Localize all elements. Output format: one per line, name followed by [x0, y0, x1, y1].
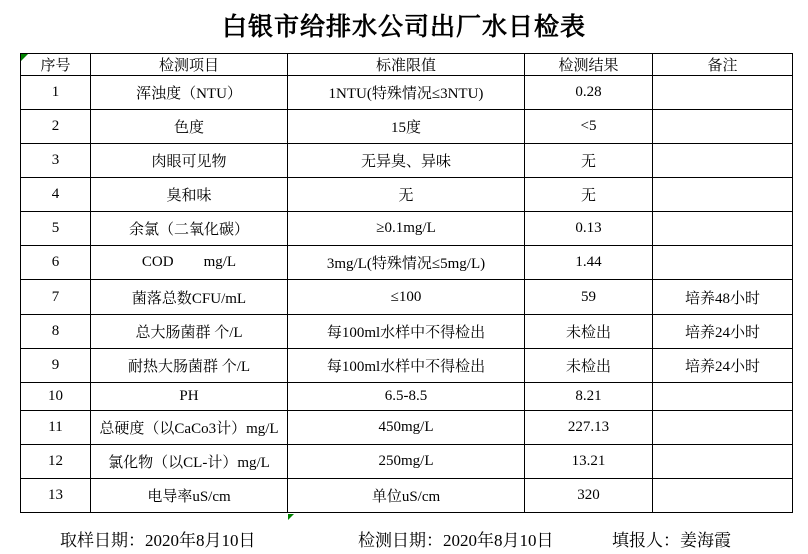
limit-cell: 无异臭、异味 [288, 144, 525, 178]
header-cell-result: 检测结果 [525, 54, 653, 76]
remark-cell [653, 212, 793, 246]
limit-cell: 3mg/L(特殊情况≤5mg/L) [288, 246, 525, 280]
remark-cell [653, 76, 793, 110]
reporter [612, 526, 731, 551]
remark-cell [653, 444, 793, 478]
item-cell: 氯化物（以CL-计）mg/L [91, 444, 288, 478]
item-cell: 色度 [91, 110, 288, 144]
limit-cell: 每100ml水样中不得检出 [288, 348, 525, 382]
sampling-date-value: 2020年8月10日 [145, 531, 256, 550]
table-row [21, 280, 793, 314]
result-cell: 0.28 [525, 76, 653, 110]
result-cell: 13.21 [525, 444, 653, 478]
table-row [21, 314, 793, 348]
table-row [21, 76, 793, 110]
row-number-cell: 12 [21, 444, 91, 478]
limit-cell: 15度 [288, 110, 525, 144]
result-cell: 1.44 [525, 246, 653, 280]
header-cell-item: 检测项目 [91, 54, 288, 76]
result-cell: 0.13 [525, 212, 653, 246]
result-cell: 59 [525, 280, 653, 314]
inspection-table [20, 53, 793, 513]
testing-date-value: 2020年8月10日 [443, 531, 554, 550]
limit-cell: 250mg/L [288, 444, 525, 478]
remark-cell [653, 246, 793, 280]
result-cell: 227.13 [525, 410, 653, 444]
row-number-cell: 11 [21, 410, 91, 444]
result-cell: 未检出 [525, 348, 653, 382]
item-cell: 菌落总数CFU/mL [91, 280, 288, 314]
result-cell: 320 [525, 478, 653, 512]
result-cell: 无 [525, 178, 653, 212]
row-number-cell: 1 [21, 76, 91, 110]
header-cell-limit: 标准限值 [288, 54, 525, 76]
table-row [21, 444, 793, 478]
remark-cell: 培养24小时 [653, 348, 793, 382]
item-cell: 浑浊度（NTU） [91, 76, 288, 110]
item-cell: 肉眼可见物 [91, 144, 288, 178]
remark-cell: 培养48小时 [653, 280, 793, 314]
limit-cell: ≥0.1mg/L [288, 212, 525, 246]
limit-cell: 每100ml水样中不得检出 [288, 314, 525, 348]
table-row [21, 178, 793, 212]
sampling-date-label: 取样日期： [60, 531, 145, 550]
limit-cell: 单位uS/cm [288, 478, 525, 512]
table-body [21, 76, 793, 513]
remark-cell [653, 110, 793, 144]
table-row [21, 212, 793, 246]
green-corner-marker-icon [21, 54, 28, 61]
header-row [21, 54, 793, 76]
table-row [21, 348, 793, 382]
limit-cell: 450mg/L [288, 410, 525, 444]
footer [0, 526, 808, 550]
result-cell: 无 [525, 144, 653, 178]
row-number-cell: 10 [21, 382, 91, 410]
sampling-date [60, 526, 256, 551]
row-number-cell: 8 [21, 314, 91, 348]
remark-cell [653, 382, 793, 410]
row-number-cell: 2 [21, 110, 91, 144]
table-row [21, 144, 793, 178]
reporter-name: 姜海霞 [680, 531, 731, 550]
item-cell: 总硬度（以CaCo3计）mg/L [91, 410, 288, 444]
row-number-cell: 6 [21, 246, 91, 280]
item-cell: 臭和味 [91, 178, 288, 212]
row-number-cell: 4 [21, 178, 91, 212]
table-row [21, 478, 793, 512]
green-cell-marker-icon [288, 514, 294, 520]
row-number-cell: 7 [21, 280, 91, 314]
row-number-cell: 9 [21, 348, 91, 382]
limit-cell: ≤100 [288, 280, 525, 314]
remark-cell [653, 478, 793, 512]
testing-date [358, 526, 554, 551]
remark-cell [653, 410, 793, 444]
remark-cell [653, 144, 793, 178]
table-row [21, 410, 793, 444]
row-number-cell: 3 [21, 144, 91, 178]
row-number-cell: 13 [21, 478, 91, 512]
item-cell: 总大肠菌群 个/L [91, 314, 288, 348]
header-cell-remark: 备注 [653, 54, 793, 76]
reporter-label: 填报人： [612, 531, 680, 550]
item-cell: COD mg/L [91, 246, 288, 280]
remark-cell: 培养24小时 [653, 314, 793, 348]
page-title: 白银市给排水公司出厂水日检表 [221, 14, 586, 41]
result-cell: 8.21 [525, 382, 653, 410]
limit-cell: 6.5-8.5 [288, 382, 525, 410]
table-row [21, 246, 793, 280]
remark-cell [653, 178, 793, 212]
table-row [21, 110, 793, 144]
result-cell: <5 [525, 110, 653, 144]
header-cell-no: 序号 [21, 54, 91, 76]
item-cell: 电导率uS/cm [91, 478, 288, 512]
table-row [21, 382, 793, 410]
row-number-cell: 5 [21, 212, 91, 246]
item-cell: PH [91, 382, 288, 410]
item-cell: 耐热大肠菌群 个/L [91, 348, 288, 382]
result-cell: 未检出 [525, 314, 653, 348]
limit-cell: 1NTU(特殊情况≤3NTU) [288, 76, 525, 110]
testing-date-label: 检测日期： [358, 531, 443, 550]
item-cell: 余氯（二氧化碳） [91, 212, 288, 246]
limit-cell: 无 [288, 178, 525, 212]
